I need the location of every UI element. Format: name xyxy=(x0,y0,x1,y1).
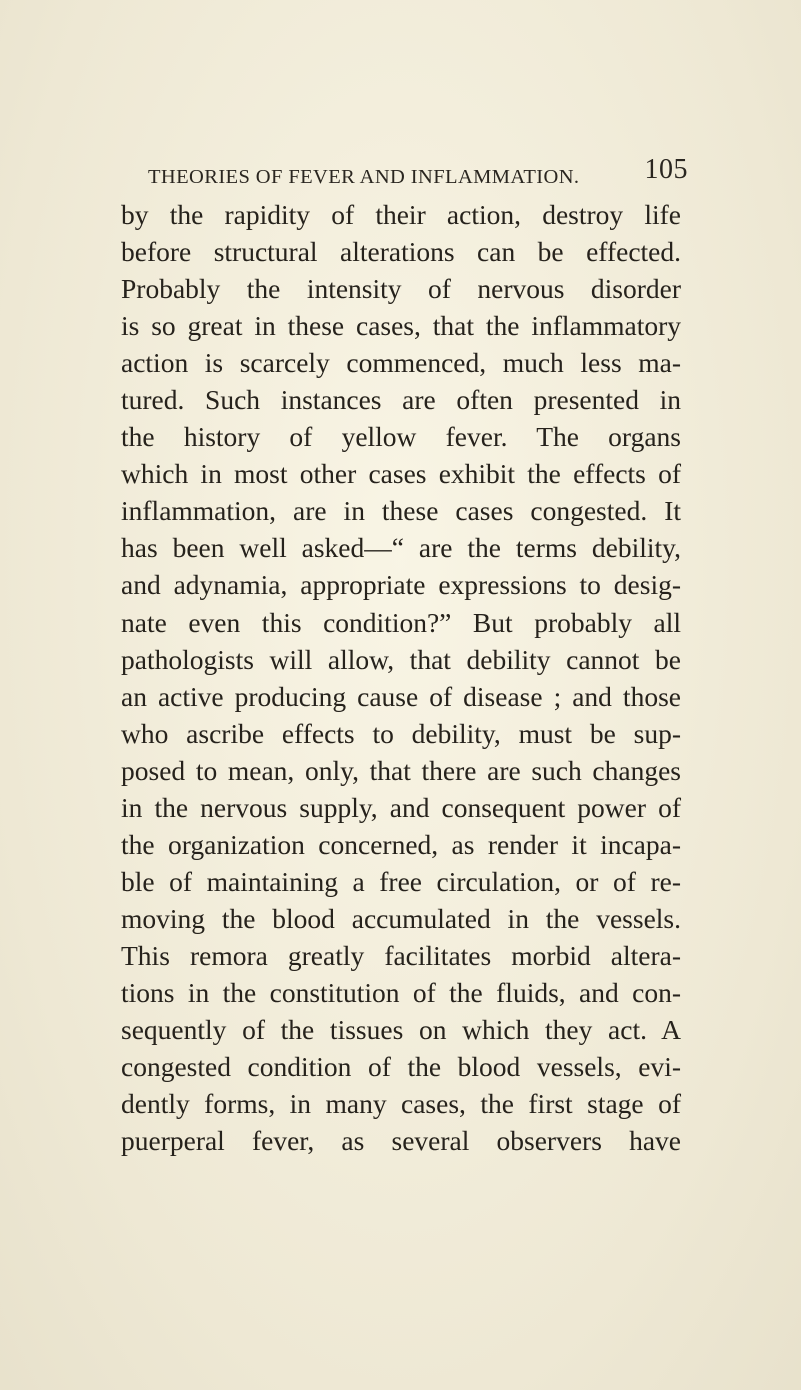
text-line: pathologists will allow, that debility cannot be xyxy=(121,643,681,675)
text-line: nate even this condition?” But probably all xyxy=(121,606,681,638)
text-line: sequently of the tissues on which they act. A xyxy=(121,1014,681,1046)
page-number: 105 xyxy=(644,154,688,185)
text-line: action is scarcely commenced, much less ma- xyxy=(121,347,681,379)
text-line: puerperal fever, as several observers have xyxy=(121,1125,681,1157)
text-line: tions in the constitution of the fluids, and con- xyxy=(121,976,681,1008)
text-line: an active producing cause of disease ; and those xyxy=(121,680,681,712)
text-line: is so great in these cases, that the inflammatory xyxy=(121,310,681,342)
text-line: ble of maintaining a free circulation, or of re- xyxy=(121,865,681,897)
text-line: which in most other cases exhibit the effects of xyxy=(121,458,681,490)
text-line: in the nervous supply, and consequent power of xyxy=(121,791,681,823)
text-line: before structural alterations can be effected. xyxy=(121,236,681,268)
text-line: the history of yellow fever. The organs xyxy=(121,421,681,453)
text-line: This remora greatly facilitates morbid altera- xyxy=(121,939,681,971)
text-line: congested condition of the blood vessels, evi- xyxy=(121,1051,681,1083)
running-head-title: THEORIES OF FEVER AND INFLAMMATION. xyxy=(148,166,580,188)
text-line: inflammation, are in these cases congested. It xyxy=(121,495,681,527)
text-line: Probably the intensity of nervous disorder xyxy=(121,273,681,305)
text-line: tured. Such instances are often presented in xyxy=(121,384,681,416)
running-head xyxy=(148,152,688,192)
text-line: and adynamia, appropriate expressions to desig- xyxy=(121,569,681,601)
text-line: moving the blood accumulated in the vessels. xyxy=(121,902,681,934)
text-line: by the rapidity of their action, destroy life xyxy=(121,199,681,230)
body-text xyxy=(121,196,681,1159)
text-line: posed to mean, only, that there are such changes xyxy=(121,754,681,786)
text-line: the organization concerned, as render it incapa- xyxy=(121,828,681,860)
text-line: dently forms, in many cases, the first stage of xyxy=(121,1088,681,1120)
text-line: has been well asked—“ are the terms debility, xyxy=(121,532,681,564)
text-line: who ascribe effects to debility, must be sup- xyxy=(121,717,681,749)
